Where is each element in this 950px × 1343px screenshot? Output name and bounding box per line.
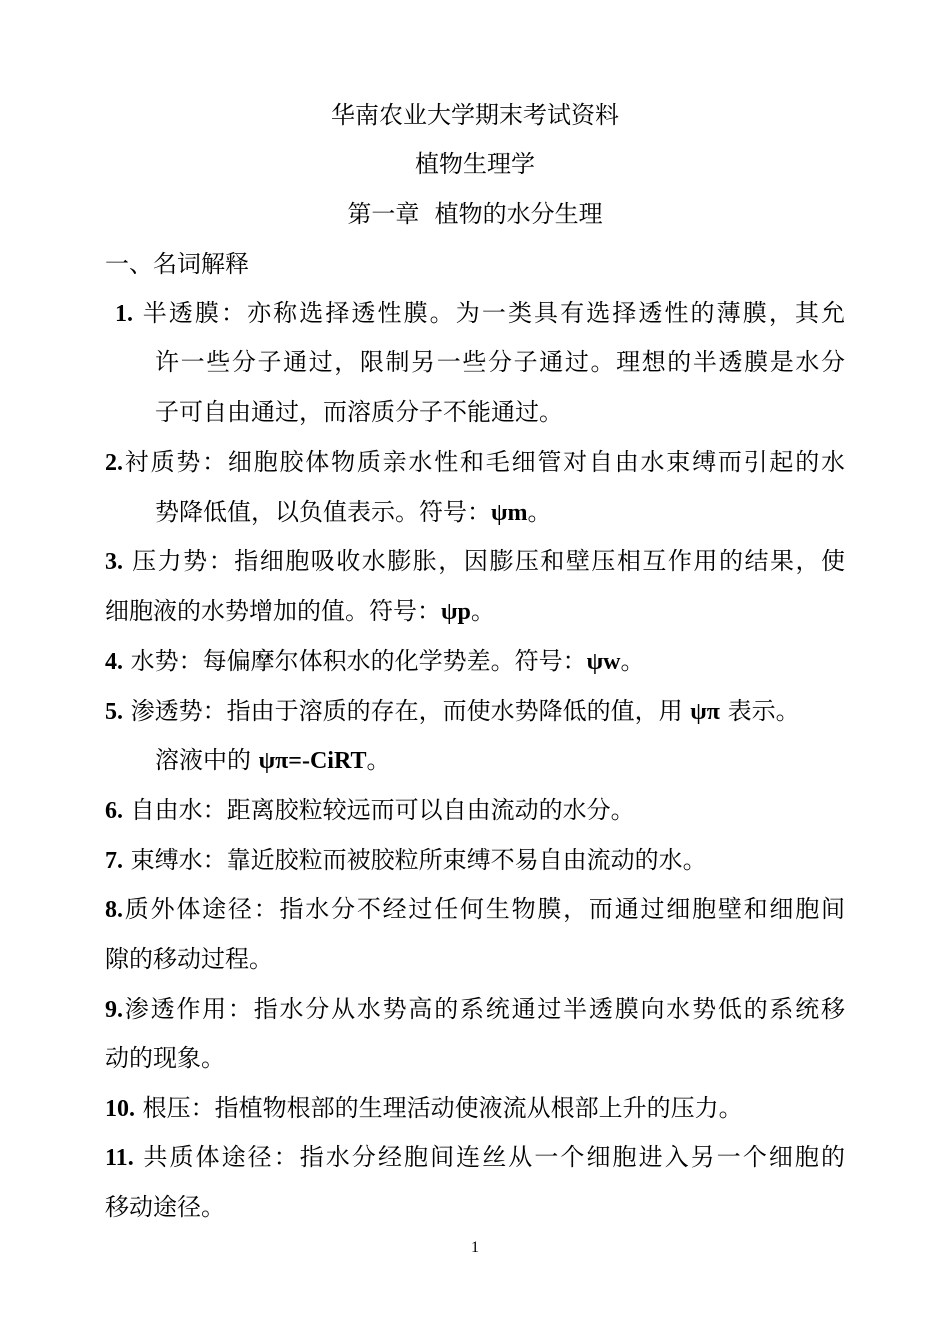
entry-text: 。 — [620, 647, 645, 675]
entry-number: 4 — [105, 649, 117, 675]
entry-number: 7 — [105, 848, 117, 874]
section-heading: 一、名词解释 — [105, 250, 249, 278]
entry-text: 。 — [527, 498, 552, 526]
entry-text: 。 — [470, 597, 495, 625]
entry-11-line-2: 移动途径。 — [105, 1193, 225, 1221]
osmotic-formula: ψπ=-CiRT — [258, 748, 367, 774]
entry-1-line-2: 许一些分子通过，限制另一些分子通过。理想的半透膜是水分 — [155, 348, 845, 376]
entry-text: 根压：指植物根部的生理活动使液流从根部上升的压力。 — [142, 1094, 743, 1122]
entry-number: 5 — [105, 699, 117, 725]
entry-5-line-1: 5. 渗透势：指由于溶质的存在，而使水势降低的值，用 ψπ 表示。 — [105, 697, 800, 725]
entry-7-line-1: 7. 束缚水：靠近胶粒而被胶粒所束缚不易自由流动的水。 — [105, 846, 707, 874]
entry-10-line-1: 10. 根压：指植物根部的生理活动使液流从根部上升的压力。 — [105, 1094, 743, 1122]
entry-number: 2 — [105, 450, 117, 476]
symbol-psi-pi: ψπ — [690, 699, 720, 725]
entry-number: 10 — [105, 1096, 129, 1122]
entry-text: 水势：每偏摩尔体积水的化学势差。符号： — [130, 647, 587, 675]
entry-1-line-1: 1. 半透膜：亦称选择透性膜。为一类具有选择透性的薄膜，其允 — [115, 299, 845, 327]
entry-11-line-1: 11. 共质体途径：指水分经胞间连丝从一个细胞进入另一个细胞的 — [105, 1143, 845, 1171]
subject-title: 植物生理学 — [415, 150, 535, 178]
page-number: 1 — [471, 1239, 479, 1256]
entry-text: 渗透势：指由于溶质的存在，而使水势降低的值，用 — [130, 697, 683, 725]
entry-text: 。 — [366, 746, 391, 774]
entry-text: 细胞液的水势增加的值。符号： — [105, 597, 441, 625]
document-title: 华南农业大学期末考试资料 — [331, 101, 619, 129]
symbol-psi-m: ψm — [491, 500, 528, 526]
entry-number: 11 — [105, 1145, 128, 1171]
entry-text: 质外体途径：指水分不经过任何生物膜，而通过细胞壁和细胞间 — [123, 895, 845, 923]
entry-text: 束缚水：靠近胶粒而被胶粒所束缚不易自由流动的水。 — [130, 846, 707, 874]
entry-5-line-2 — [155, 745, 390, 776]
symbol-psi-w: ψw — [586, 649, 621, 675]
entry-2-line-2 — [155, 497, 552, 528]
entry-text: 渗透作用：指水分从水势高的系统通过半透膜向水势低的系统移 — [123, 995, 845, 1023]
entry-6-line-1: 6. 自由水：距离胶粒较远而可以自由流动的水分。 — [105, 796, 635, 824]
entry-8-line-1: 8.质外体途径：指水分不经过任何生物膜，而通过细胞壁和细胞间 — [105, 895, 845, 923]
entry-number: 8 — [105, 897, 117, 923]
entry-4-line-1: 4. 水势：每偏摩尔体积水的化学势差。符号：ψw。 — [105, 647, 645, 675]
entry-number: 9 — [105, 997, 117, 1023]
entry-text: 共质体途径：指水分经胞间连丝从一个细胞进入另一个细胞的 — [143, 1143, 845, 1171]
entry-text: 半透膜：亦称选择透性膜。为一类具有选择透性的薄膜，其允 — [142, 299, 845, 327]
entry-number: 1 — [115, 301, 127, 327]
entry-text: 衬质势：细胞胶体物质亲水性和毛细管对自由水束缚而引起的水 — [123, 448, 845, 476]
entry-9-line-2: 动的现象。 — [105, 1044, 225, 1072]
entry-text: 自由水：距离胶粒较远而可以自由流动的水分。 — [130, 796, 635, 824]
entry-number: 3 — [105, 549, 117, 575]
entry-3-line-1: 3. 压力势：指细胞吸收水膨胀，因膨压和壁压相互作用的结果，使 — [105, 547, 846, 575]
entry-text: 势降低值，以负值表示。符号： — [155, 498, 491, 526]
symbol-psi-p: ψp — [441, 599, 471, 625]
entry-8-line-2: 隙的移动过程。 — [105, 945, 273, 973]
entry-1-line-3: 子可自由通过，而溶质分子不能通过。 — [155, 398, 563, 426]
entry-number: 6 — [105, 798, 117, 824]
entry-3-line-2 — [105, 596, 495, 627]
entry-text: 表示。 — [727, 697, 800, 725]
entry-text: 溶液中的 — [155, 746, 251, 774]
entry-2-line-1: 2.衬质势：细胞胶体物质亲水性和毛细管对自由水束缚而引起的水 — [105, 448, 845, 476]
chapter-title: 第一章 植物的水分生理 — [347, 200, 603, 228]
entry-9-line-1: 9.渗透作用：指水分从水势高的系统通过半透膜向水势低的系统移 — [105, 995, 845, 1023]
entry-text: 压力势：指细胞吸收水膨胀，因膨压和壁压相互作用的结果，使 — [132, 547, 846, 575]
